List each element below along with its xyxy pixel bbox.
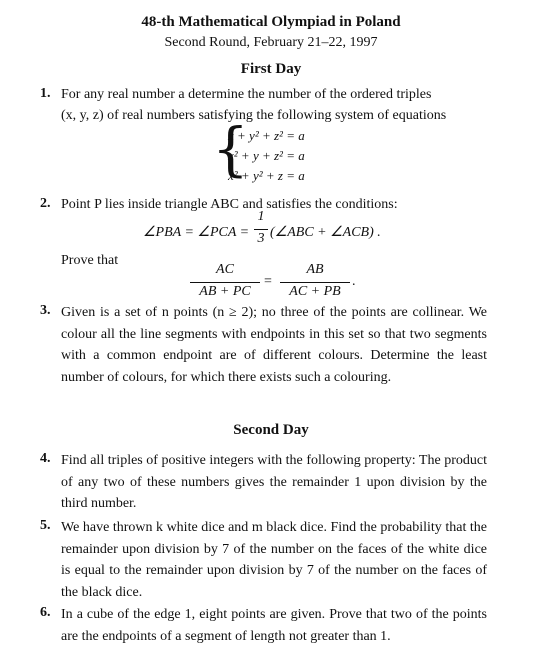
prove-that-label: Prove that (61, 253, 119, 268)
left-brace: { (212, 115, 249, 183)
second-day-heading: Second Day (233, 422, 309, 438)
ratio-left-numerator: AC (216, 262, 234, 277)
problem-6-number: 6. (40, 605, 51, 620)
equation-2: x² + y + z² = a (228, 148, 305, 163)
document-subtitle: Second Round, February 21–22, 1997 (164, 35, 378, 50)
problem-5-text: We have thrown k white dice and m black dice. Find the probability that the remainder upon division by 7 of the number on the faces of the white dice is equal to the remainder upon division by 7 of the number on the faces of the black dice. (61, 520, 487, 600)
fraction-bar (254, 229, 268, 230)
ratio-left-denominator: AB + PC (199, 284, 251, 299)
first-day-heading: First Day (240, 61, 302, 77)
ratio-left-bar (190, 282, 260, 283)
problem-4-text: Find all triples of positive integers with the following property: The product of any two of these numbers gives the remainder 1 upon division by the third number. (61, 453, 487, 511)
angle-equation-right: (∠ABC + ∠ACB) . (270, 225, 381, 240)
ratio-right-numerator: AB (306, 262, 324, 277)
problem-3-number: 3. (40, 303, 51, 318)
equation-1: x + y² + z² = a (228, 128, 305, 143)
fraction-one-third-numerator: 1 (257, 209, 265, 224)
ratio-right-denominator: AC + PB (289, 284, 341, 299)
fraction-one-third-denominator: 3 (257, 231, 265, 246)
problem-4-number: 4. (40, 451, 51, 466)
problem-1-line-2: (x, y, z) of real numbers satisfying the following system of equations (61, 108, 447, 123)
equation-3: x² + y² + z = a (228, 168, 305, 183)
problem-1-line-1: For any real number a determine the number of the ordered triples (61, 87, 432, 102)
document-title: 48-th Mathematical Olympiad in Poland (141, 14, 401, 30)
problem-2-number: 2. (40, 196, 51, 211)
angle-equation-left: ∠PBA = ∠PCA = (143, 225, 250, 240)
problem-2-line-1: Point P lies inside triangle ABC and satisfies the conditions: (61, 197, 398, 212)
equals-sign: = (264, 274, 272, 289)
ratio-right-bar (280, 282, 350, 283)
problem-1-number: 1. (40, 86, 51, 101)
problem-3-text: Given is a set of n points (n ≥ 2); no three of the points are collinear. We colour all the line segments with endpoints in this set so that two segments with a common endpoint are of different colours. Determine the least number of colours, for which there exists such a colouring. (61, 305, 487, 385)
problem-5-number: 5. (40, 518, 51, 533)
equation-system (212, 115, 352, 190)
problem-6-text: In a cube of the edge 1, eight points are given. Prove that two of the points are the endpoints of a segment of length not greater than 1. (61, 607, 487, 644)
ratio-period: . (352, 274, 356, 289)
